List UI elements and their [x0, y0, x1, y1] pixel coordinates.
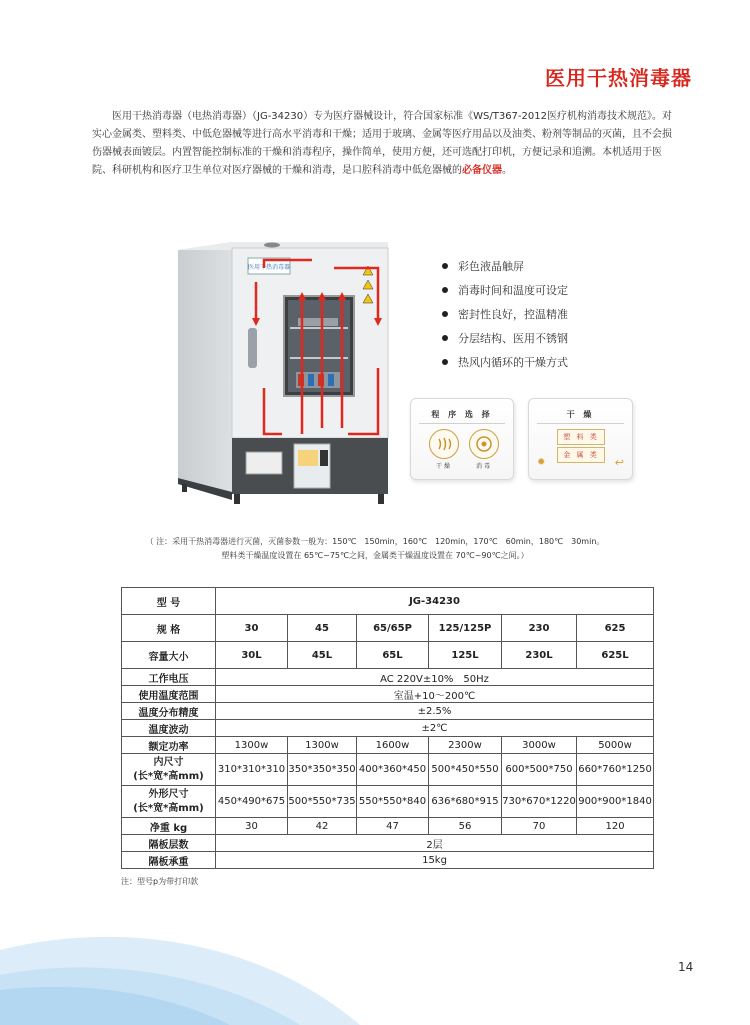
- table-cell: 30: [216, 818, 288, 835]
- feature-item: [442, 326, 568, 350]
- table-cell: ±2.5%: [216, 703, 654, 720]
- table-cell: 额定功率: [122, 737, 216, 754]
- table-row: [122, 615, 654, 642]
- product-label: 医用干热消毒器: [247, 264, 291, 271]
- table-cell: 工作电压: [122, 669, 216, 686]
- table-cell: 230L: [502, 642, 577, 669]
- feature-text: 分层结构、医用不锈钢: [458, 332, 568, 345]
- table-cell: 3000w: [502, 737, 577, 754]
- table-cell: [122, 754, 216, 786]
- model-footnote: 注：型号p为带打印款: [121, 877, 199, 886]
- table-cell: JG-34230: [216, 588, 654, 615]
- table-cell: ±2℃: [216, 720, 654, 737]
- feature-text: 密封性良好，控温精准: [458, 308, 568, 321]
- table-cell: 隔板层数: [122, 835, 216, 852]
- table-cell: 625L: [577, 642, 654, 669]
- table-cell: 70: [502, 818, 577, 835]
- table-row: [122, 642, 654, 669]
- table-row: [122, 737, 654, 754]
- table-cell: 600*500*750: [502, 754, 577, 786]
- outer-size-label: 外形尺寸: [148, 788, 189, 800]
- feature-item: [442, 254, 568, 278]
- table-row: [122, 686, 654, 703]
- divider: [537, 423, 624, 424]
- table-row: [122, 818, 654, 835]
- table-cell: 1600w: [357, 737, 429, 754]
- table-row: [122, 703, 654, 720]
- table-row: [122, 720, 654, 737]
- divider: [419, 423, 505, 424]
- table-cell: 2层: [216, 835, 654, 852]
- table-cell: 室温+10～200℃: [216, 686, 654, 703]
- bullet-icon: [442, 359, 448, 365]
- table-cell: 30L: [216, 642, 288, 669]
- table-cell: 15kg: [216, 852, 654, 869]
- table-cell: 625: [577, 615, 654, 642]
- spec-table: [121, 587, 654, 869]
- table-cell: 2300w: [429, 737, 502, 754]
- table-cell: AC 220V±10% 50Hz: [216, 669, 654, 686]
- feature-item: [442, 302, 568, 326]
- background-wave: [0, 880, 750, 1025]
- table-cell: 730*670*1220: [502, 786, 577, 818]
- table-cell: 30: [216, 615, 288, 642]
- table-cell: [122, 786, 216, 818]
- table-cell: 310*310*310: [216, 754, 288, 786]
- bullet-icon: [442, 335, 448, 341]
- table-cell: 350*350*350: [288, 754, 357, 786]
- intro-paragraph: [92, 108, 674, 180]
- table-cell: 65L: [357, 642, 429, 669]
- table-cell: 型 号: [122, 588, 216, 615]
- table-cell: 47: [357, 818, 429, 835]
- table-cell: 660*760*1250: [577, 754, 654, 786]
- table-row: [122, 588, 654, 615]
- table-cell: 1300w: [288, 737, 357, 754]
- gear-icon[interactable]: ✹: [537, 457, 546, 468]
- feature-list: [442, 254, 568, 374]
- intro-highlight: 必备仪器: [462, 165, 502, 176]
- feature-text: 消毒时间和温度可设定: [458, 284, 568, 297]
- dry-mode-label: 干 燥: [436, 463, 450, 470]
- product-image: [172, 238, 400, 510]
- page-title: 医用干热消毒器: [545, 66, 692, 90]
- table-cell: 636*680*915: [429, 786, 502, 818]
- table-cell: 温度波动: [122, 720, 216, 737]
- table-cell: 温度分布精度: [122, 703, 216, 720]
- table-row: [122, 852, 654, 869]
- table-cell: 净重 kg: [122, 818, 216, 835]
- bullet-icon: [442, 311, 448, 317]
- table-cell: 56: [429, 818, 502, 835]
- metal-option-button[interactable]: 金 属 类: [557, 447, 605, 463]
- inner-size-unit: (长*宽*高mm): [133, 770, 204, 782]
- sterilization-note-line2: 塑料类干燥温度设置在 65℃~75℃之间，金属类干燥温度设置在 70℃~90℃之间。）: [221, 551, 529, 560]
- table-row: [122, 754, 654, 786]
- table-row: [122, 786, 654, 818]
- feature-text: 热风内循环的干燥方式: [458, 356, 568, 369]
- back-arrow-icon[interactable]: ↩: [614, 456, 624, 469]
- program-select-title: 程 序 选 择: [431, 410, 493, 419]
- table-cell: 5000w: [577, 737, 654, 754]
- inner-size-label: 内尺寸: [153, 756, 184, 768]
- table-cell: 42: [288, 818, 357, 835]
- table-cell: 120: [577, 818, 654, 835]
- table-cell: 125/125P: [429, 615, 502, 642]
- bullet-icon: [442, 287, 448, 293]
- table-cell: 1300w: [216, 737, 288, 754]
- disinfect-mode-label: 消 毒: [476, 463, 490, 470]
- table-cell: 45: [288, 615, 357, 642]
- table-cell: 125L: [429, 642, 502, 669]
- sterilization-note-line1: （ 注：采用干热消毒器进行灭菌，灭菌参数一般为：150℃ 150min，160℃ 120min，170℃ 60min，180℃ 30min。: [145, 537, 605, 546]
- table-cell: 230: [502, 615, 577, 642]
- table-cell: 400*360*450: [357, 754, 429, 786]
- outer-size-unit: (长*宽*高mm): [133, 802, 204, 814]
- program-select-screen: [410, 398, 514, 480]
- dry-mode-icon[interactable]: [429, 429, 459, 459]
- table-cell: 容量大小: [122, 642, 216, 669]
- feature-item: [442, 278, 568, 302]
- table-row: [122, 669, 654, 686]
- table-cell: 65/65P: [357, 615, 429, 642]
- table-cell: 500*550*735: [288, 786, 357, 818]
- feature-text: 彩色液晶触屏: [458, 260, 524, 273]
- table-cell: 450*490*675: [216, 786, 288, 818]
- table-cell: 45L: [288, 642, 357, 669]
- plastic-option-button[interactable]: 塑 料 类: [557, 429, 605, 445]
- table-cell: 使用温度范围: [122, 686, 216, 703]
- feature-item: [442, 350, 568, 374]
- table-cell: 500*450*550: [429, 754, 502, 786]
- disinfect-mode-icon[interactable]: [469, 429, 499, 459]
- bullet-icon: [442, 263, 448, 269]
- table-cell: 隔板承重: [122, 852, 216, 869]
- dry-screen: [528, 398, 633, 480]
- table-cell: 900*900*1840: [577, 786, 654, 818]
- intro-text: 医用干热消毒器（电热消毒器）（JG-34230）专为医疗器械设计，符合国家标准《WS/T367-2012医疗机构消毒技术规范》。对实心金属类、塑料类、中低危器械等进行高水平消毒和干燥；适用于玻璃、金属等医疗用品以及油类、粉剂等制品的灭菌，且不会损伤器械表面镀层。内置智能控制标准的干燥和消毒程序，操作简单，使用方便，还可选配打印机，方便记录和追溯。本机适用于医院、科研机构和医疗卫生单位对医疗器械的干燥和消毒，是口腔科消毒中低危器械的: [92, 111, 672, 176]
- dry-screen-title: 干 燥: [566, 410, 595, 419]
- table-row: [122, 835, 654, 852]
- table-cell: 规 格: [122, 615, 216, 642]
- table-cell: 550*550*840: [357, 786, 429, 818]
- intro-end: 。: [502, 165, 512, 176]
- page-number: 14: [678, 960, 694, 974]
